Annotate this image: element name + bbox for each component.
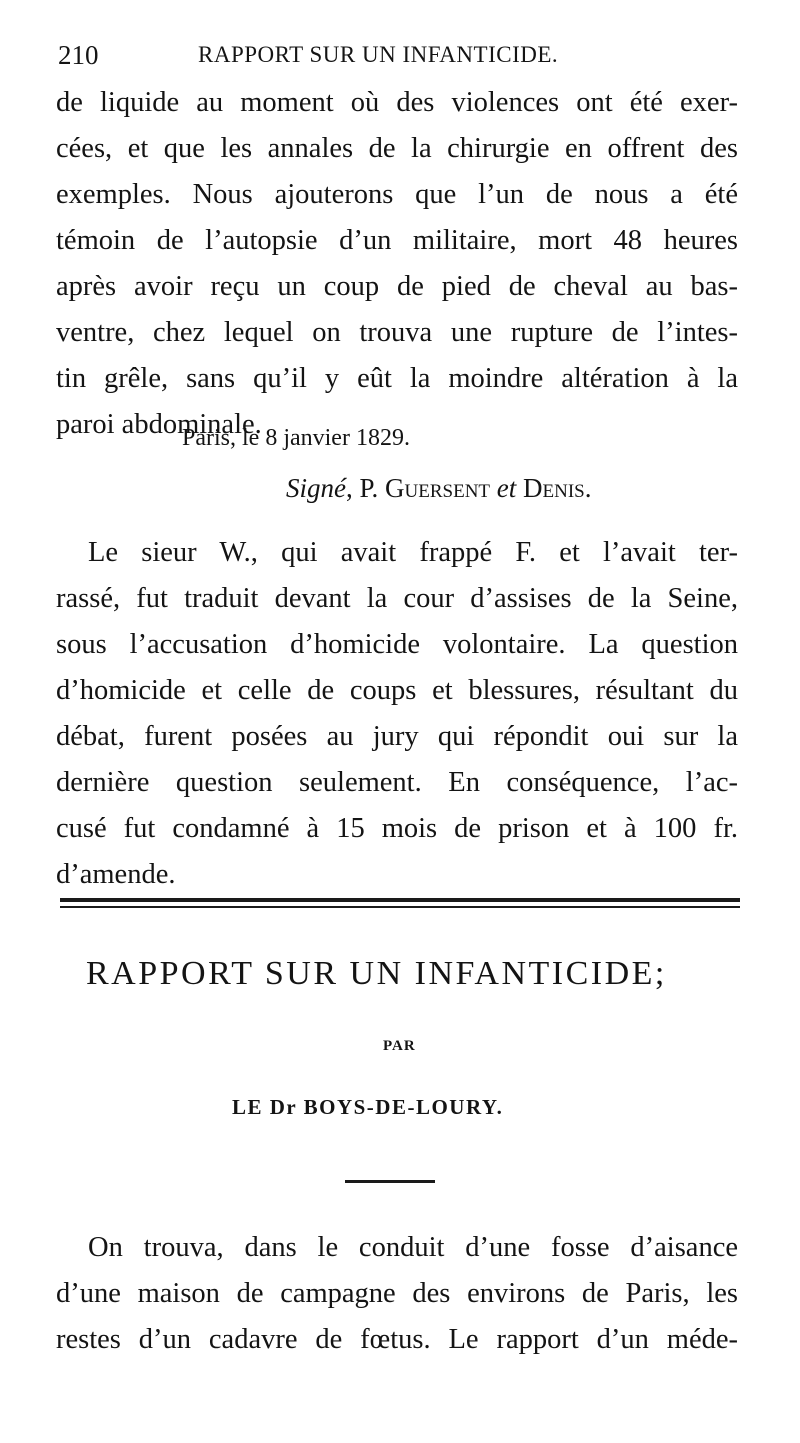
text-line: débat, furent posées au jury qui répondit oui sur la: [56, 721, 738, 752]
text-line: sous l’accusation d’homicide volontaire. La question: [56, 629, 738, 660]
page-number: 210: [58, 40, 99, 70]
et-label: et: [490, 473, 524, 503]
article-title: RAPPORT SUR UN INFANTICIDE;: [86, 955, 667, 992]
name-denis: Denis.: [523, 473, 592, 503]
text-line: d’amende.: [56, 859, 176, 890]
section-rule-thick: [60, 898, 740, 902]
text-line: de liquide au moment où des violences ont été exer-: [56, 87, 738, 118]
running-head: RAPPORT SUR UN INFANTICIDE.: [198, 42, 559, 67]
name-guersent: Guersent: [385, 473, 491, 503]
page-header: [58, 40, 738, 80]
paragraph-3: [56, 1225, 738, 1363]
text-line: On trouva, dans le conduit d’une fosse d’aisance: [88, 1232, 738, 1263]
text-line: cusé fut condamné à 15 mois de prison et à 100 fr.: [56, 813, 738, 844]
text-line: après avoir reçu un coup de pied de cheval au bas-: [56, 271, 738, 302]
short-rule: [345, 1180, 435, 1183]
text-line: tin grêle, sans qu’il y eût la moindre altération à la: [56, 363, 738, 394]
author-name: LE Dr BOYS-DE-LOURY.: [232, 1095, 504, 1119]
signe-label: Signé: [286, 473, 346, 503]
place-date: Paris, le 8 janvier 1829.: [182, 425, 410, 451]
signature-line: [286, 468, 592, 508]
names-prefix: , P.: [346, 473, 386, 503]
text-line: témoin de l’autopsie d’un militaire, mort 48 heures: [56, 225, 738, 256]
section-rule-thin: [60, 906, 740, 908]
paragraph-1: [56, 80, 738, 448]
text-line: cées, et que les annales de la chirurgie en offrent des: [56, 133, 738, 164]
text-line: ventre, chez lequel on trouva une rupture de l’intes-: [56, 317, 738, 348]
text-line: Le sieur W., qui avait frappé F. et l’avait ter-: [88, 537, 738, 568]
text-line: paroi abdominale.: [56, 409, 262, 440]
text-line: d’une maison de campagne des environs de Paris, les: [56, 1278, 738, 1309]
text-line: dernière question seulement. En conséquence, l’ac-: [56, 767, 738, 798]
text-line: exemples. Nous ajouterons que l’un de nous a été: [56, 179, 738, 210]
text-line: rassé, fut traduit devant la cour d’assises de la Seine,: [56, 583, 738, 614]
by-label: PAR: [383, 1038, 416, 1054]
text-line: restes d’un cadavre de fœtus. Le rapport d’un méde-: [56, 1324, 738, 1355]
text-line: d’homicide et celle de coups et blessures, résultant du: [56, 675, 738, 706]
paragraph-2: [56, 530, 738, 898]
